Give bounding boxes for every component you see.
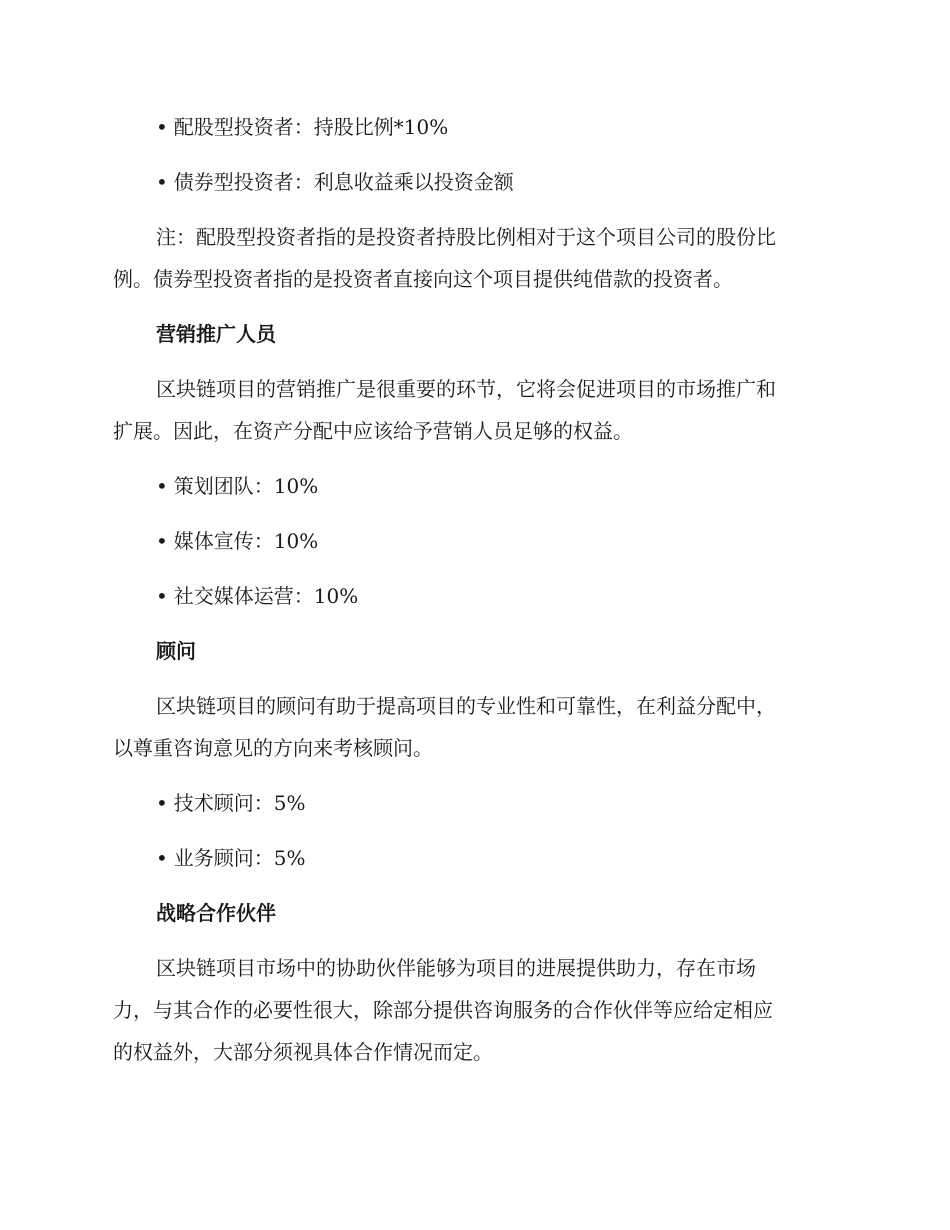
list-item-text: 社交媒体运营：10%	[173, 584, 359, 608]
bullet-icon: •	[156, 115, 168, 139]
list-item	[156, 784, 838, 822]
bullet-icon: •	[156, 474, 168, 498]
paragraph-line: 扩展。因此，在资产分配中应该给予营销人员足够的权益。	[113, 419, 633, 443]
list-item-text: 业务顾问：5%	[173, 846, 306, 870]
paragraph-line: 力，与其合作的必要性很大，除部分提供咨询服务的合作伙伴等应给定相应	[113, 998, 773, 1022]
list-item-text: 债券型投资者：利息收益乘以投资金额	[173, 170, 514, 194]
section-heading-partners: 战略合作伙伴	[156, 901, 276, 925]
section-heading-marketing: 营销推广人员	[156, 322, 276, 346]
note-line-2: 例。债券型投资者指的是投资者直接向这个项目提供纯借款的投资者。	[113, 267, 733, 291]
paragraph-line: 的权益外，大部分须视具体合作情况而定。	[113, 1040, 493, 1064]
list-item-text: 媒体宣传：10%	[173, 529, 319, 553]
bullet-icon: •	[156, 791, 168, 815]
list-item-text: 技术顾问：5%	[173, 791, 306, 815]
list-item	[156, 163, 838, 201]
list-item	[156, 577, 838, 615]
list-item	[156, 839, 838, 877]
list-item	[156, 467, 838, 505]
bullet-icon: •	[156, 529, 168, 553]
bullet-icon: •	[156, 170, 168, 194]
note-line-1: 注：配股型投资者指的是投资者持股比例相对于这个项目公司的股份比	[156, 225, 776, 249]
list-item	[156, 522, 838, 560]
paragraph-line: 以尊重咨询意见的方向来考核顾问。	[113, 736, 433, 760]
paragraph-line: 区块链项目的顾问有助于提高项目的专业性和可靠性，在利益分配中，	[156, 694, 776, 718]
list-item	[156, 108, 838, 146]
bullet-icon: •	[156, 584, 168, 608]
list-item-text: 配股型投资者：持股比例*10%	[173, 115, 449, 139]
paragraph-line: 区块链项目的营销推广是很重要的环节，它将会促进项目的市场推广和	[156, 377, 776, 401]
paragraph-line: 区块链项目市场中的协助伙伴能够为项目的进展提供助力，存在市场	[156, 956, 756, 980]
list-item-text: 策划团队：10%	[173, 474, 319, 498]
bullet-icon: •	[156, 846, 168, 870]
section-heading-advisors: 顾问	[156, 639, 196, 663]
